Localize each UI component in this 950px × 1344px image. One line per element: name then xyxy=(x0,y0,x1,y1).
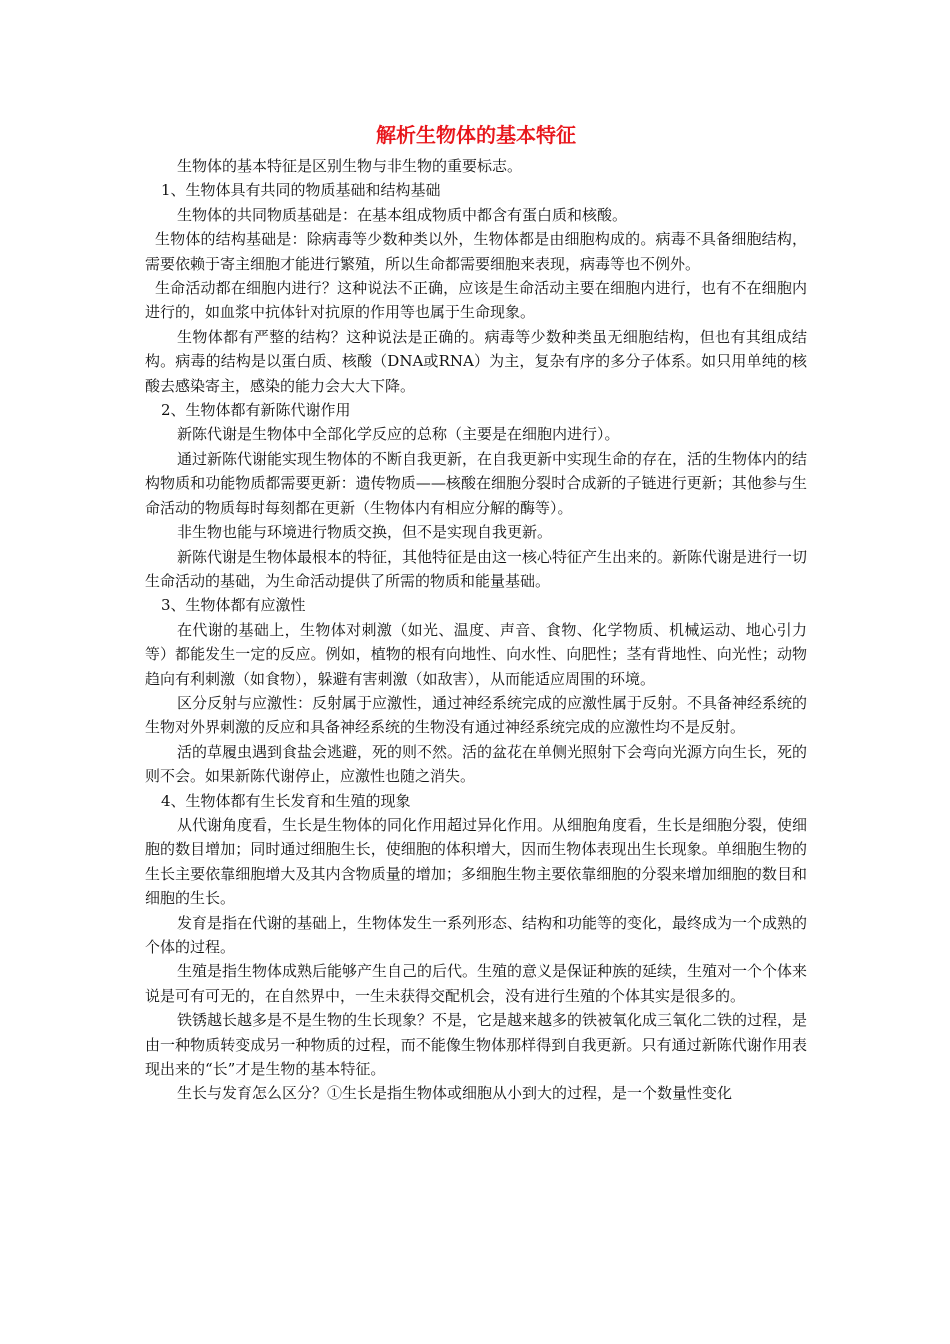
paragraph: 在代谢的基础上，生物体对刺激（如光、温度、声音、食物、化学物质、机械运动、地心引力等）都能发生一定的反应。例如，植物的根有向地性、向水性、向肥性；茎有背地性、向光性；动物趋向有利刺激（如食物），躲避有害刺激（如敌害），从而能适应周围的环境。 xyxy=(145,620,807,688)
section-heading: 1、生物体具有共同的物质基础和结构基础 xyxy=(161,181,441,200)
paragraph: 活的草履虫遇到食盐会逃避，死的则不然。活的盆花在单侧光照射下会弯向光源方向生长，死的则不会。如果新陈代谢停止，应激性也随之消失。 xyxy=(145,742,808,786)
section-heading: 4、生物体都有生长发育和生殖的现象 xyxy=(161,791,411,810)
paragraph: 生长与发育怎么区分？①生长是指生物体或细胞从小到大的过程，是一个数量性变化 xyxy=(177,1084,733,1103)
paragraph: 新陈代谢是生物体最根本的特征，其他特征是由这一核心特征产生出来的。新陈代谢是进行一切生命活动的基础，为生命活动提供了所需的物质和能量基础。 xyxy=(145,547,808,590)
document-title: 解析生物体的基本特征 xyxy=(376,123,576,147)
section-heading: 3、生物体都有应激性 xyxy=(161,596,306,615)
paragraph: 生命活动都在细胞内进行？这种说法不正确，应该是生命活动主要在细胞内进行，也有不在细胞内进行的，如血浆中抗体针对抗原的作用等也属于生命现象。 xyxy=(145,279,807,322)
paragraph: 非生物也能与环境进行物质交换，但不是实现自我更新。 xyxy=(177,523,553,542)
paragraph: 生物体都有严整的结构？这种说法是正确的。病毒等少数种类虽无细胞结构，但也有其组成结构。病毒的结构是以蛋白质、核酸（DNA或RNA）为主，复杂有序的多分子体系。如只用单纯的核酸去感染寄主，感染的能力会大大下降。 xyxy=(145,327,807,395)
document-body xyxy=(145,154,807,1106)
paragraph: 生物体的结构基础是：除病毒等少数种类以外，生物体都是由细胞构成的。病毒不具备细胞结构，需要依赖于寄主细胞才能进行繁殖，所以生命都需要细胞来表现，病毒等也不例外。 xyxy=(145,230,807,273)
paragraph: 从代谢角度看，生长是生物体的同化作用超过异化作用。从细胞角度看，生长是细胞分裂，使细胞的数目增加；同时通过细胞生长，使细胞的体积增大，因而生物体表现出生长现象。单细胞生物的生长主要依靠细胞增大及其内含物质量的增加；多细胞生物主要依靠细胞的分裂来增加细胞的数目和细胞的生长。 xyxy=(145,815,808,908)
paragraph: 通过新陈代谢能实现生物体的不断自我更新，在自我更新中实现生命的存在，活的生物体内的结构物质和功能物质都需要更新：遗传物质——核酸在细胞分裂时合成新的子链进行更新；其他参与生命活动的物质每时每刻都在更新（生物体内有相应分解的酶等）。 xyxy=(145,449,808,517)
paragraph: 发育是指在代谢的基础上，生物体发生一系列形态、结构和功能等的变化，最终成为一个成熟的个体的过程。 xyxy=(145,913,808,956)
section-heading: 2、生物体都有新陈代谢作用 xyxy=(161,401,351,420)
paragraph: 区分反射与应激性：反射属于应激性，通过神经系统完成的应激性属于反射。不具备神经系统的生物对外界刺激的反应和具备神经系统的生物没有通过神经系统完成的应激性均不是反射。 xyxy=(145,693,808,737)
paragraph: 新陈代谢是生物体中全部化学反应的总称（主要是在细胞内进行）。 xyxy=(177,425,620,444)
paragraph: 生物体的共同物质基础是：在基本组成物质中都含有蛋白质和核酸。 xyxy=(177,205,628,224)
paragraph: 生物体的基本特征是区别生物与非生物的重要标志。 xyxy=(177,157,523,175)
document-page xyxy=(145,120,807,1106)
paragraph: 生殖是指生物体成熟后能够产生自己的后代。生殖的意义是保证种族的延续，生殖对一个个体来说是可有可无的，在自然界中，一生未获得交配机会，没有进行生殖的个体其实是很多的。 xyxy=(145,962,808,1005)
paragraph: 铁锈越长越多是不是生物的生长现象？不是，它是越来越多的铁被氧化成三氧化二铁的过程，是由一种物质转变成另一种物质的过程，而不能像生物体那样得到自我更新。只有通过新陈代谢作用表现出来的“长”才是生物的基本特征。 xyxy=(145,1011,808,1079)
